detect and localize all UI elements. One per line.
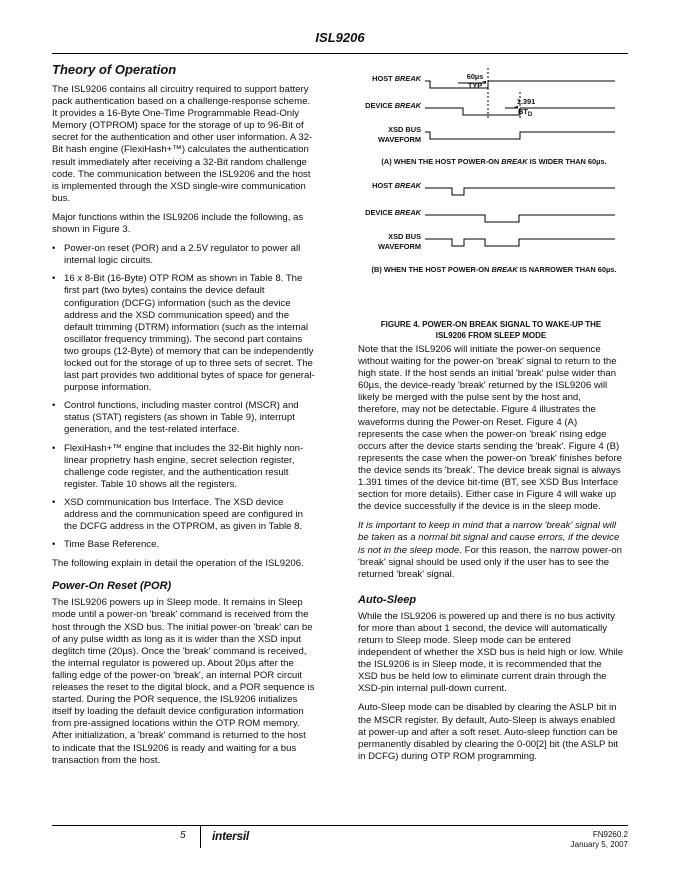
footer-doc-info: [571, 830, 628, 850]
right-column: [358, 320, 624, 770]
header-rule: [52, 53, 628, 54]
note-paragraph: Note that the ISL9206 will initiate the power-on sequence without waiting for the power-on 'break' signal to return to the high state. If the host sends an initial 'break' pulse wider than 60µs, the device-ready 'break' returned by the ISL9206 will likely be merged with the pulse sent by the host and, therefore, may not be detectable. Figure 4 illustrates the waveforms during the Power-on Reset. Figure 4 (A) represents the case when the power-on 'break' rising edge occurs after the device starts sending the 'break'. Figure 4 (B) represents the case when the power-on 'break' finishes before the device sends its 'break'. The device break signal is always 1.391 times of the device bit-time (BT, see XSD Bus Interface section for more details). Either case in Figure 4 will wake up the device successfully if the device is in the sleep mode.: [358, 344, 622, 513]
page-number: 5: [180, 830, 186, 841]
figure-caption-line-1: FIGURE 4. POWER-ON BREAK SIGNAL TO WAKE-UP THE: [380, 320, 602, 329]
timing-bt: $BT_D$: [518, 107, 533, 118]
theory-heading: Theory of Operation: [52, 62, 177, 77]
page-header-title: ISL9206: [315, 30, 365, 45]
label-host-break-a: HOST BREAK: [372, 74, 421, 83]
list-item: • Power-on reset (POR) and a 2.5V regulator to power all internal logic circuits.: [52, 243, 315, 267]
wave-device-break-b: [425, 215, 615, 222]
left-column: [52, 62, 315, 774]
timing-typ: TYP: [467, 81, 483, 90]
important-paragraph: [358, 520, 624, 580]
por-paragraph: The ISL9206 powers up in Sleep mode. It remains in Sleep mode until a power-on 'break' command is received from the host through the XSD bus. The initial power-on 'break' can be of any pulse width as long as it is wider than the XSD input deglitch time (20µs). Once the 'break' command is received, the internal regulator is powered up. About 20µs after the falling edge of the power-on 'break', an internal POR circuit releases the reset to the digital block, and a POR sequence is started. During the POR sequence, the ISL9206 initializes itself by loading the default device configuration information from pre-assigned locations within the OTP ROM memory. After initialization, a 'break' command is returned to the host to indicate that the ISL9206 is ready and waiting for a bus transaction from the host.: [52, 597, 315, 766]
list-item: • Time Base Reference.: [52, 539, 315, 551]
list-item: • XSD communication bus Interface. The XSD device address and the communication speed are configured in the DCFG address in the OTPROM, as given in Table 8.: [52, 497, 315, 533]
doc-id: FN9260.2: [592, 830, 628, 839]
wave-host-break-a: [425, 81, 615, 88]
following-paragraph: The following explain in detail the operation of the ISL9206.: [52, 558, 304, 570]
timing-60us: 60µs: [466, 72, 484, 81]
label-waveform-b: WAVEFORM: [378, 242, 421, 251]
wave-host-break-b: [425, 188, 615, 195]
timing-1391: 1.391: [516, 97, 536, 106]
label-waveform-a: WAVEFORM: [378, 135, 421, 144]
doc-date: January 5, 2007: [570, 840, 628, 849]
wave-xsd-bus-b: [425, 239, 615, 246]
autosleep-heading: Auto-Sleep: [358, 593, 417, 606]
por-heading: Power-On Reset (POR): [52, 580, 172, 593]
label-xsd-bus-b: XSD BUS: [388, 232, 421, 241]
important-rest: For this reason, the narrow power-on 'break' signal should be used only if the user has to see the returned 'break' signal.: [358, 544, 622, 580]
important-italic: It is important to keep in mind that a narrow 'break' signal will be taken as a normal bit signal and cause errors, if the device is not in the sleep mode.: [358, 520, 620, 556]
figure-4-waveforms: [355, 62, 627, 317]
label-device-break-a: DEVICE BREAK: [365, 101, 421, 110]
label-xsd-bus-a: XSD BUS: [388, 125, 421, 134]
intro-paragraph: The ISL9206 contains all circuitry required to support battery pack authentication based on a challenge-response scheme. It provides a 16-Byte One-Time Programmable Read-Only Memory (OTPROM) space for the storage of up to 96-Bit of secret for the authentication and other user information. A 32-Bit hash engine (FlexiHash+™) calculates the authentication result immediately after receiving a 32-Bit random challenge code. The communication between the ISL9206 and the host is implemented through the XSD single-wire communication bus.: [52, 84, 313, 204]
list-item: • 16 x 8-Bit (16-Byte) OTP ROM as shown in Table 8. The first part (two bytes) contains the device default configuration (DCFG) information (such as the device address and the XSD communication speed) and the default trimming (DTRM) information (such as the internal oscillator frequency trimming). The second part contains two groups (12-Byte) of memory that can be independently locked out for the storage of up to three sets of secret. The last part provides two additional bytes of space for general-purpose information.: [52, 273, 315, 394]
label-device-break-b: DEVICE BREAK: [365, 208, 421, 217]
caption-a: (A) WHEN THE HOST POWER-ON BREAK IS WIDER THAN 60µs.: [381, 157, 607, 166]
autosleep-paragraph-2: Auto-Sleep mode can be disabled by clearing the ASLP bit in the MSCR register. By default, Auto-Sleep is always enabled at power-up and after a soft reset. Auto-sleep function can be permanently disabled by clearing the 0-00[2] bit (the ASLP bit in DCFG) during OTP ROM programming.: [358, 702, 619, 762]
footer-rule: [52, 825, 628, 826]
intersil-logo: intersil: [212, 829, 249, 843]
autosleep-paragraph-1: While the ISL9206 is powered up and there is no bus activity for more than about 1 second, the device will automatically return to Sleep mode. Sleep mode can be entered independent of whether the XSD bus is held high or low. While the ISL9206 is in Sleep mode, it is recommended that the XSD bus be held low to eliminate current drain through the XSD-pin internal pull-down current.: [358, 610, 624, 695]
figure-caption-line-2: ISL9206 FROM SLEEP MODE: [435, 330, 547, 340]
list-item: • FlexiHash+™ engine that includes the 32-Bit highly non-linear proprietry hash engine, secret selection register, challenge code register, and the authentication result register. Table 10 shows all the registers.: [52, 443, 315, 491]
list-item: • Control functions, including master control (MSCR) and status (STAT) registers (as shown in Table 9), interrupt generation, and the test-related interface.: [52, 400, 315, 436]
caption-b: (B) WHEN THE HOST POWER-ON BREAK IS NARROWER THAN 60µs.: [371, 265, 617, 274]
footer-divider: [200, 826, 201, 848]
figure-4-caption: [358, 320, 624, 341]
functions-intro: Major functions within the ISL9206 include the following, as shown in Figure 3.: [52, 211, 304, 236]
label-host-break-b: HOST BREAK: [372, 181, 421, 190]
function-list: [52, 243, 315, 551]
wave-xsd-bus-a: [425, 132, 615, 139]
